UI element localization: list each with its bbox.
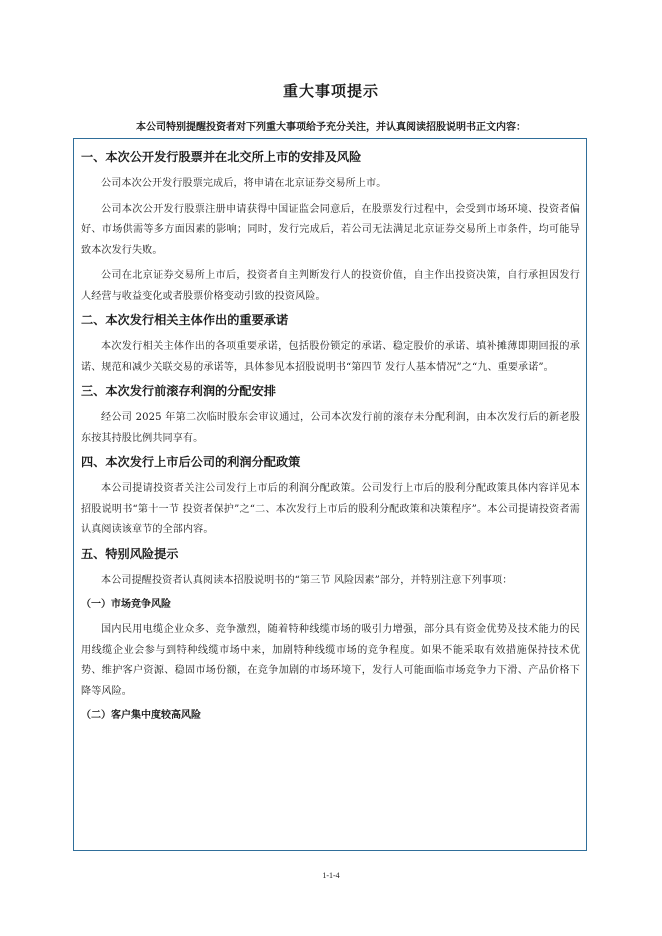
paragraph: 本公司提请投资者关注公司发行上市后的利润分配政策。公司发行上市后的股利分配政策具体内容详见本招股说明书“第十一节 投资者保护”之“二、本次发行上市后的股利分配政策和决策程序”。本公司提请投资者需认真阅读该章节的全部内容。 xyxy=(81,483,580,535)
paragraph: 公司本次公开发行股票注册申请获得中国证监会同意后，在股票发行过程中，会受到市场环境、投资者偏好、市场供需等多方面因素的影响；同时，发行完成后，若公司无法满足北京证券交易所上市条件，均可能导致本次发行失败。 xyxy=(81,203,580,256)
paragraph: 本次发行相关主体作出的各项重要承诺，包括股份锁定的承诺、稳定股价的承诺、填补摊薄即期回报的承诺、规范和减少关联交易的承诺等，具体参见本招股说明书“第四节 发行人基本情况”之“九、重要承诺”。 xyxy=(81,341,580,373)
section-heading: 一、本次公开发行股票并在北交所上市的安排及风险 xyxy=(81,150,362,164)
section-heading: 三、本次发行前滚存利润的分配安排 xyxy=(81,384,276,398)
section-heading: 四、本次发行上市后公司的利润分配政策 xyxy=(81,455,301,469)
section-4 xyxy=(81,454,580,541)
notice-frame xyxy=(73,138,587,851)
paragraph: 本公司提醒投资者认真阅读本招股说明书的“第三节 风险因素”部分，并特别注意下列事项： xyxy=(101,574,513,586)
page-number: 1-1-4 xyxy=(322,871,340,880)
section-heading: 五、特别风险提示 xyxy=(81,546,179,561)
section-1 xyxy=(81,149,580,307)
paragraph: 公司本次公开发行股票完成后，将申请在北京证券交易所上市。 xyxy=(101,178,387,189)
paragraph: 公司在北京证券交易所上市后，投资者自主判断发行人的投资价值，自主作出投资决策，自行承担因发行人经营与收益变化或者股票价格变动引致的投资风险。 xyxy=(81,270,580,302)
section-3 xyxy=(81,383,580,449)
section-5 xyxy=(81,546,580,726)
document-title: 重大事项提示 xyxy=(282,82,379,100)
risk-item-heading: （一）市场竞争风险 xyxy=(81,599,171,610)
section-2 xyxy=(81,312,580,378)
paragraph: 经公司 2025 年第二次临时股东会审议通过，公司本次发行前的滚存未分配利润，由本次发行后的新老股东按其持股比例共同享有。 xyxy=(81,412,580,444)
document-intro: 本公司特别提醒投资者对下列重大事项给予充分关注，并认真阅读招股说明书正文内容： xyxy=(136,122,526,133)
paragraph: 国内民用电缆企业众多、竞争激烈，随着特种线缆市场的吸引力增强，部分具有资金优势及技术能力的民用线缆企业会参与到特种线缆市场中来，加剧特种线缆市场的竞争程度。如果不能采取有效措施保持技术优势、维护客户资源、稳固市场份额，在竞争加剧的市场环境下，发行人可能面临市场竞争力下滑、产品价格下降等风险。 xyxy=(81,624,580,697)
risk-item-heading: （二）客户集中度较高风险 xyxy=(81,710,201,721)
section-heading: 二、本次发行相关主体作出的重要承诺 xyxy=(81,313,289,327)
